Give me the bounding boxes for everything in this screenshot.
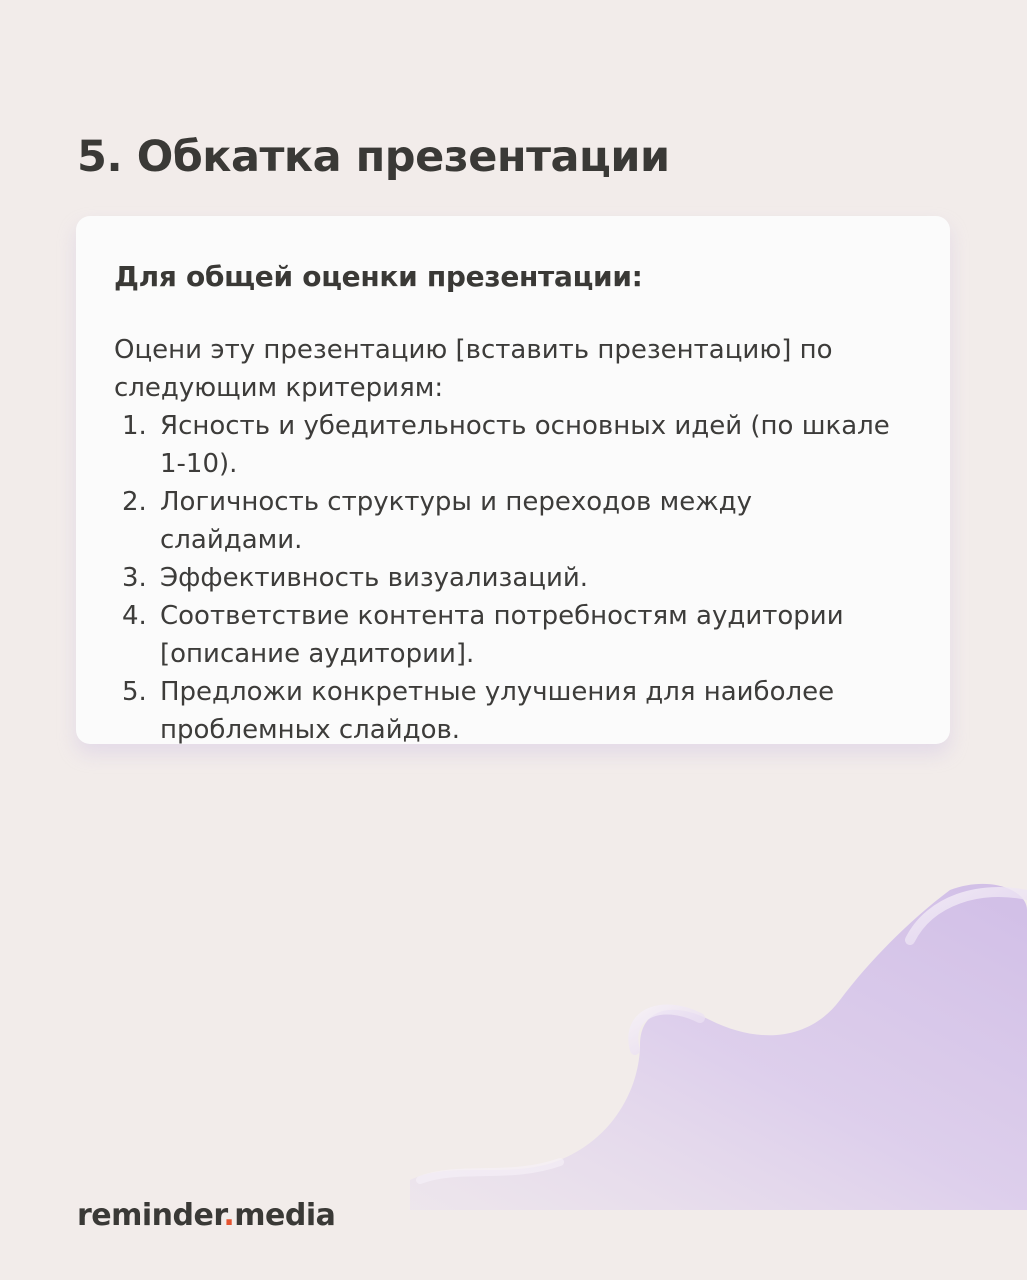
list-item-text: Соответствие контента потребностям аудитории [описание аудитории]. bbox=[160, 601, 844, 669]
list-item-text: Предложи конкретные улучшения для наиболее проблемных слайдов. bbox=[160, 677, 835, 745]
list-item bbox=[114, 559, 900, 597]
list-item bbox=[114, 673, 900, 749]
list-item-number: 1. bbox=[122, 411, 147, 441]
list-item-number: 5. bbox=[122, 677, 147, 707]
list-item-number: 2. bbox=[122, 487, 147, 517]
prompt-card bbox=[76, 216, 950, 744]
list-item bbox=[114, 597, 900, 673]
brand-suffix: media bbox=[234, 1198, 336, 1233]
criteria-list bbox=[114, 407, 912, 749]
brand-logo bbox=[77, 1198, 335, 1233]
brand-dot: . bbox=[223, 1198, 235, 1233]
list-item bbox=[114, 483, 900, 559]
page-title: 5. Обкатка презентации bbox=[77, 132, 670, 182]
list-item bbox=[114, 407, 900, 483]
list-item-number: 3. bbox=[122, 563, 147, 593]
card-intro: Оцени эту презентацию [вставить презентацию] по следующим критериям: bbox=[114, 335, 833, 403]
brand-name: reminder bbox=[77, 1198, 224, 1233]
list-item-text: Логичность структуры и переходов между слайдами. bbox=[160, 487, 752, 555]
card-heading: Для общей оценки презентации: bbox=[114, 260, 643, 293]
list-item-number: 4. bbox=[122, 601, 147, 631]
decorative-blob-graphic bbox=[390, 880, 1027, 1210]
list-item-text: Эффективность визуализаций. bbox=[160, 563, 589, 593]
list-item-text: Ясность и убедительность основных идей (по шкале 1-10). bbox=[160, 411, 890, 479]
